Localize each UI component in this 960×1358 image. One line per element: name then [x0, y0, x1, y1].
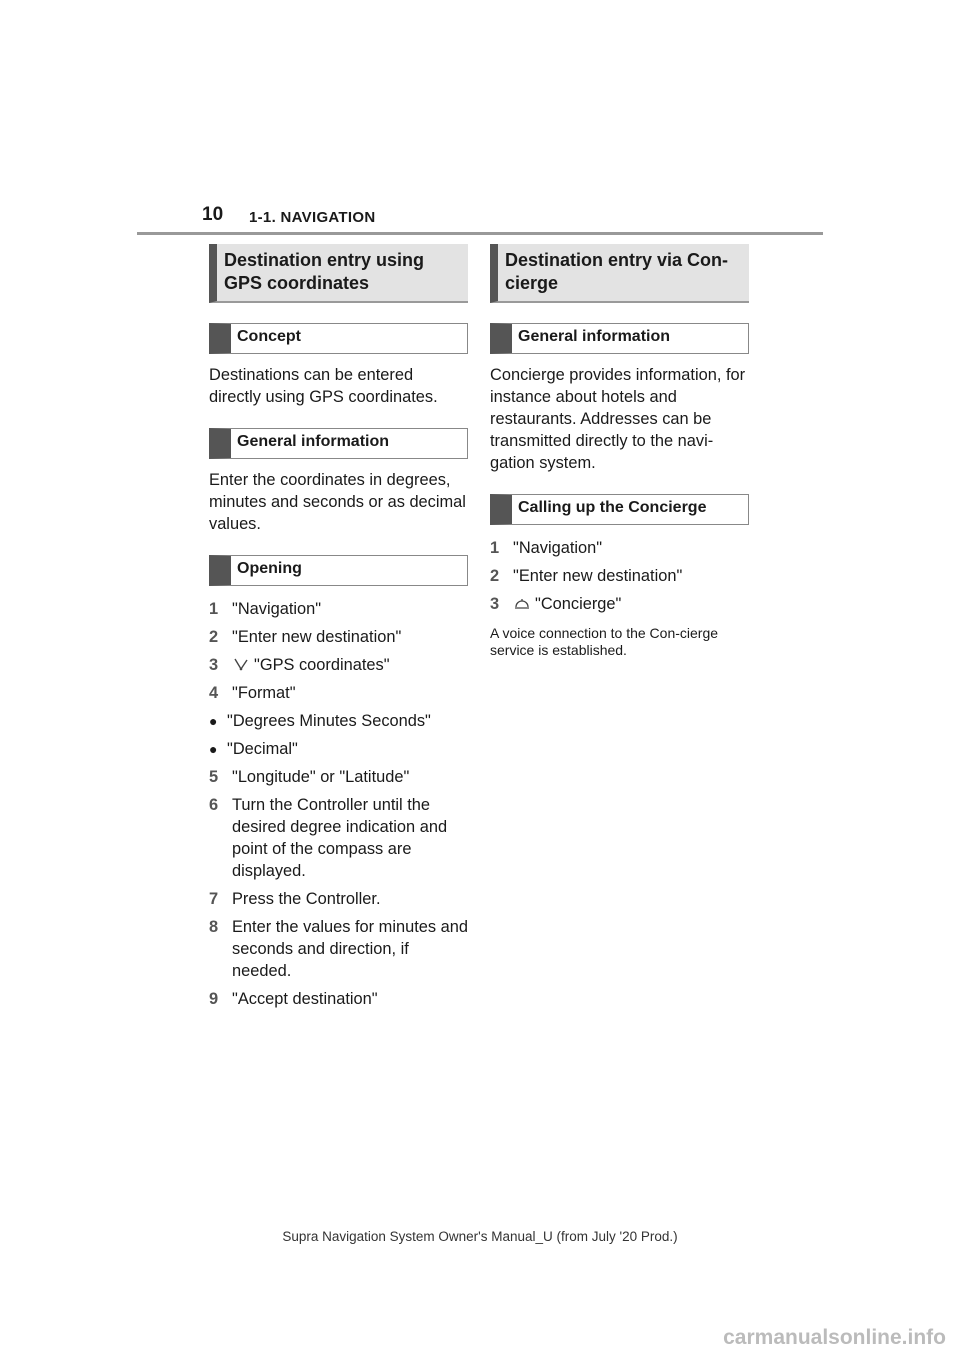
list-item: [209, 738, 468, 760]
list-item: [209, 988, 468, 1010]
footer-text: Supra Navigation System Owner's Manual_U (from July '20 Prod.): [282, 1229, 678, 1244]
header-rule: [137, 232, 823, 235]
gps-icon: [232, 655, 250, 669]
page-number: 10: [202, 204, 224, 225]
gps-section-title: Destination entry using GPS coordinates: [209, 244, 468, 303]
step-number: 3: [209, 656, 219, 674]
step-number: 8: [209, 918, 219, 936]
step-number: 4: [209, 684, 219, 702]
general-info-heading: General information: [209, 428, 468, 459]
list-item: [490, 565, 749, 587]
opening-heading: Opening: [209, 555, 468, 586]
list-item: [209, 626, 468, 648]
concept-heading: Concept: [209, 323, 468, 354]
step-text: Enter the values for minutes and seconds and direction, if needed.: [232, 918, 468, 980]
general-info-text: Enter the coordinates in degrees, minutes and seconds or as decimal values.: [209, 471, 466, 533]
watermark: carmanualsonline.info: [723, 1326, 946, 1349]
concierge-icon: [513, 594, 531, 608]
step-text: "Navigation": [232, 600, 322, 618]
concierge-section-title: Destination entry via Con-cierge: [490, 244, 749, 303]
list-item: [209, 598, 468, 620]
list-item: [209, 794, 468, 882]
list-item: [209, 916, 468, 982]
step-number: 2: [209, 628, 219, 646]
step-text: "Format": [232, 684, 296, 702]
step-text: "GPS coordinates": [232, 654, 390, 676]
calling-concierge-heading: Calling up the Concierge: [490, 494, 749, 525]
step-text: "Concierge": [513, 593, 621, 615]
step-text: Press the Controller.: [232, 890, 381, 908]
step-text: "Navigation": [513, 539, 603, 557]
bullet-marker: ●: [209, 741, 218, 757]
right-column: [490, 244, 749, 659]
list-item: [209, 654, 468, 676]
step-text: "Decimal": [227, 740, 298, 758]
concierge-general-text: Concierge provides information, for instance about hotels and restaurants. Addresses can be transmitted directly to the navi-gation system.: [490, 366, 746, 472]
concierge-general-heading: General information: [490, 323, 749, 354]
list-item: [209, 766, 468, 788]
step-number: 1: [490, 539, 500, 557]
step-text: Turn the Controller until the desired degree indication and point of the compass are displayed.: [232, 796, 448, 880]
step-text: "Degrees Minutes Seconds": [227, 712, 431, 730]
step-text: "Enter new destination": [232, 628, 402, 646]
list-item: [490, 537, 749, 559]
step-text: "Enter new destination": [513, 567, 683, 585]
step-text: "Longitude" or "Latitude": [232, 768, 410, 786]
step-number: 3: [490, 595, 500, 613]
bullet-marker: ●: [209, 713, 218, 729]
step-number: 2: [490, 567, 500, 585]
left-column: [209, 244, 468, 1016]
list-item: [490, 593, 749, 615]
list-item: [209, 682, 468, 704]
calling-steps: [490, 537, 749, 615]
step-number: 9: [209, 990, 219, 1008]
step-number: 6: [209, 796, 219, 814]
section-title: 1-1. NAVIGATION: [249, 209, 376, 226]
concept-text: Destinations can be entered directly using GPS coordinates.: [209, 366, 438, 406]
opening-steps: [209, 598, 468, 1010]
step-text: "Accept destination": [232, 990, 378, 1008]
list-item: [209, 888, 468, 910]
step-number: 7: [209, 890, 219, 908]
list-item: [209, 710, 468, 732]
step-number: 5: [209, 768, 219, 786]
step-number: 1: [209, 600, 219, 618]
concierge-note: A voice connection to the Con-cierge service is established.: [490, 625, 719, 658]
